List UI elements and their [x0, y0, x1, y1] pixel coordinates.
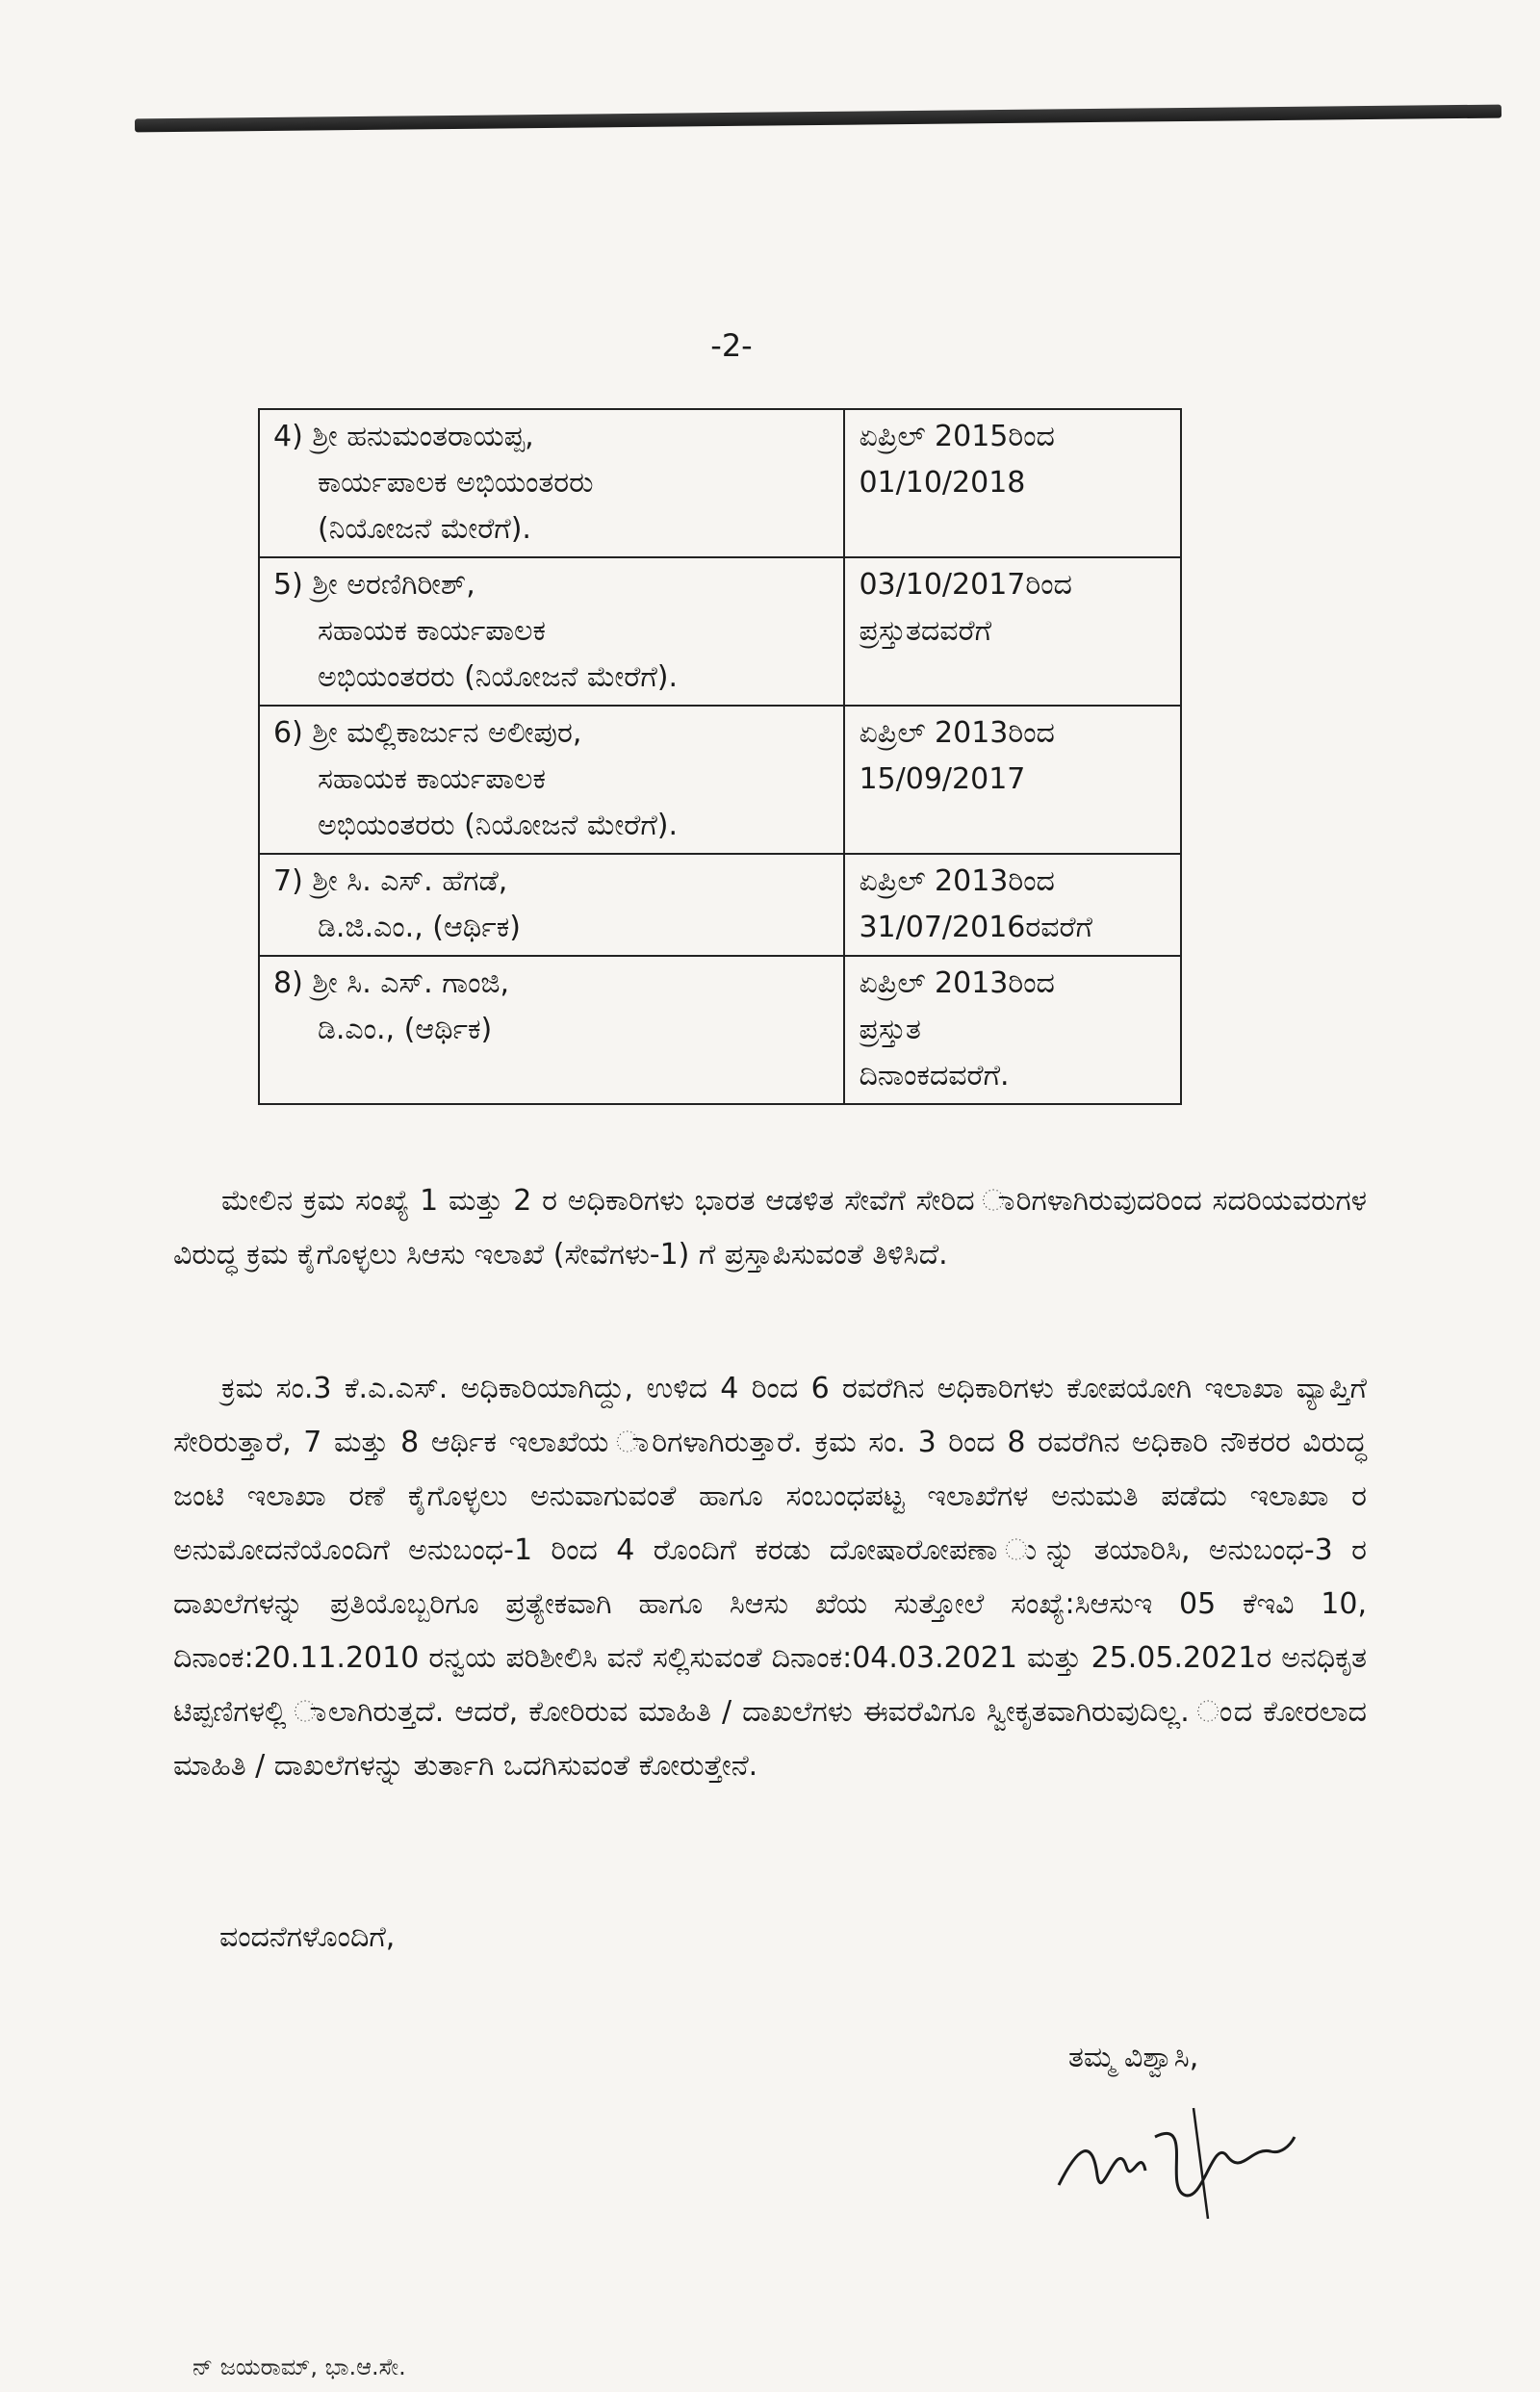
- table-row: [259, 854, 1181, 956]
- officer-name-line: 7) ಶ್ರೀ ಸಿ. ಎಸ್. ಹೆಗಡೆ,: [273, 864, 508, 898]
- officer-name-cell: [259, 409, 844, 557]
- officer-name-cell: [259, 956, 844, 1104]
- service-period-line: 31/07/2016ರವರೆಗೆ: [859, 911, 1092, 944]
- top-border-rule: [135, 105, 1502, 133]
- officer-name-line: (ನಿಯೋಜನೆ ಮೇರೆಗೆ).: [318, 512, 531, 546]
- service-period-line: ಏಪ್ರಿಲ್ 2015ರಿಂದ: [859, 420, 1055, 453]
- page-number: -2-: [710, 327, 753, 364]
- service-period-line: ದಿನಾಂಕದವರೆಗೆ.: [859, 1059, 1010, 1093]
- officer-name-line: 8) ಶ್ರೀ ಸಿ. ಎಸ್. ಗಾಂಜಿ,: [273, 966, 510, 1000]
- footer-signatory-name: ನ್ ಜಯರಾಮ್, ಭಾ.ಆ.ಸೇ.: [192, 2353, 406, 2380]
- table-row: [259, 409, 1181, 557]
- service-period-line: ಏಪ್ರಿಲ್ 2013ರಿಂದ: [859, 716, 1055, 750]
- service-period-line: 15/09/2017: [859, 762, 1026, 796]
- table-row: [259, 706, 1181, 854]
- officer-name-line: 5) ಶ್ರೀ ಅರಣಿಗಿರೀಶ್,: [273, 568, 475, 602]
- officer-name-line: ಸಹಾಯಕ ಕಾರ್ಯಪಾಲಕ: [318, 614, 546, 648]
- officer-name-cell: [259, 706, 844, 854]
- service-period-line: 01/10/2018: [859, 466, 1026, 500]
- officer-name-cell: [259, 557, 844, 706]
- table-row: [259, 956, 1181, 1104]
- service-period-cell: [844, 854, 1181, 956]
- officer-name-cell: [259, 854, 844, 956]
- yours-faithfully: ತಮ್ಮ ವಿಶ್ವಾಸಿ,: [1068, 2041, 1199, 2074]
- service-period-line: ಏಪ್ರಿಲ್ 2013ರಿಂದ: [859, 864, 1055, 898]
- officer-name-line: ಸಹಾಯಕ ಕಾರ್ಯಪಾಲಕ: [318, 762, 546, 796]
- table-row: [259, 557, 1181, 706]
- officer-name-line: ಡಿ.ಜಿ.ಎಂ., (ಆರ್ಥಿಕ): [318, 911, 521, 944]
- signature-image: [1049, 2079, 1299, 2224]
- service-period-cell: [844, 557, 1181, 706]
- service-period-cell: [844, 706, 1181, 854]
- paragraph-1: ಮೇಲಿನ ಕ್ರಮ ಸಂಖ್ಯೆ 1 ಮತ್ತು 2 ರ ಅಧಿಕಾರಿಗಳು ಭಾರತ ಆಡಳಿತ ಸೇವೆಗೆ ಸೇರಿದ ಾರಿಗಳಾಗಿರುವುದರಿಂದ ಸದರಿಯವರುಗಳ ವಿರುದ್ಧ ಕ್ರಮ ಕೈಗೊಳ್ಳಲು ಸಿಆಸು ಇಲಾಖೆ (ಸೇವೆಗಳು-1) ಗೆ ಪ್ರಸ್ತಾಪಿಸುವಂತೆ ತಿಳಿಸಿದೆ.: [173, 1184, 1367, 1272]
- service-period-line: ಪ್ರಸ್ತುತದವರೆಗೆ: [859, 614, 992, 648]
- officer-name-line: 4) ಶ್ರೀ ಹನುಮಂತರಾಯಪ್ಪ,: [273, 420, 534, 453]
- paragraph-2: ಕ್ರಮ ಸಂ.3 ಕೆ.ಎ.ಎಸ್. ಅಧಿಕಾರಿಯಾಗಿದ್ದು, ಉಳಿದ 4 ರಿಂದ 6 ರವರೆಗಿನ ಅಧಿಕಾರಿಗಳು ಕೋಪಯೋಗಿ ಇಲಾಖಾ ವ್ಯಾಪ್ತಿಗೆ ಸೇರಿರುತ್ತಾರೆ, 7 ಮತ್ತು 8 ಆರ್ಥಿಕ ಇಲಾಖೆಯ ಾರಿಗಳಾಗಿರುತ್ತಾರೆ. ಕ್ರಮ ಸಂ. 3 ರಿಂದ 8 ರವರೆಗಿನ ಅಧಿಕಾರಿ ನೌಕರರ ವಿರುದ್ಧ ಜಂಟಿ ಇಲಾಖಾ ರಣೆ ಕೈಗೊಳ್ಳಲು ಅನುವಾಗುವಂತೆ ಹಾಗೂ ಸಂಬಂಧಪಟ್ಟ ಇಲಾಖೆಗಳ ಅನುಮತಿ ಪಡೆದು ಇಲಾಖಾ ರ ಅನುಮೋದನೆಯೊಂದಿಗೆ ಅನುಬಂಧ-1 ರಿಂದ 4 ರೊಂದಿಗೆ ಕರಡು ದೋಷಾರೋಪಣಾ ುನ್ನು ತಯಾರಿಸಿ, ಅನುಬಂಧ-3 ರ ದಾಖಲೆಗಳನ್ನು ಪ್ರತಿಯೊಬ್ಬರಿಗೂ ಪ್ರತ್ಯೇಕವಾಗಿ ಹಾಗೂ ಸಿಆಸು ಖೆಯ ಸುತ್ತೋಲೆ ಸಂಖ್ಯೆ:ಸಿಆಸುಇ 05 ಕೆಇವಿ 10, ದಿನಾಂಕ:20.11.2010 ರನ್ವಯ ಪರಿಶೀಲಿಸಿ ವನೆ ಸಲ್ಲಿಸುವಂತೆ ದಿನಾಂಕ:04.03.2021 ಮತ್ತು 25.05.2021ರ ಅನಧಿಕೃತ ಟಿಪ್ಪಣಿಗಳಲ್ಲಿ ಾಲಾಗಿರುತ್ತದೆ. ಆದರೆ, ಕೋರಿರುವ ಮಾಹಿತಿ / ದಾಖಲೆಗಳು ಈವರೆವಿಗೂ ಸ್ವೀಕೃತವಾಗಿರುವುದಿಲ್ಲ. ಂದ ಕೋರಲಾದ ಮಾಹಿತಿ / ದಾಖಲೆಗಳನ್ನು ತುರ್ತಾಗಿ ಒದಗಿಸುವಂತೆ ಕೋರುತ್ತೇನೆ.: [173, 1372, 1367, 1783]
- officer-name-line: ಡಿ.ಎಂ., (ಆರ್ಥಿಕ): [318, 1013, 493, 1046]
- service-period-line: ಏಪ್ರಿಲ್ 2013ರಿಂದ: [859, 966, 1055, 1000]
- service-period-line: ಪ್ರಸ್ತುತ: [859, 1013, 921, 1046]
- officer-name-line: ಕಾರ್ಯಪಾಲಕ ಅಭಿಯಂತರರು: [318, 466, 594, 500]
- closing-greeting: ವಂದನೆಗಳೊಂದಿಗೆ,: [219, 1920, 396, 1954]
- officer-name-line: ಅಭಿಯಂತರರು (ನಿಯೋಜನೆ ಮೇರೆಗೆ).: [318, 809, 679, 842]
- service-period-cell: [844, 956, 1181, 1104]
- officers-table: [258, 408, 1182, 1105]
- officer-name-line: ಅಭಿಯಂತರರು (ನಿಯೋಜನೆ ಮೇರೆಗೆ).: [318, 660, 679, 694]
- service-period-line: 03/10/2017ರಿಂದ: [859, 568, 1072, 602]
- service-period-cell: [844, 409, 1181, 557]
- officer-name-line: 6) ಶ್ರೀ ಮಲ್ಲಿಕಾರ್ಜುನ ಅಲೀಪುರ,: [273, 716, 582, 750]
